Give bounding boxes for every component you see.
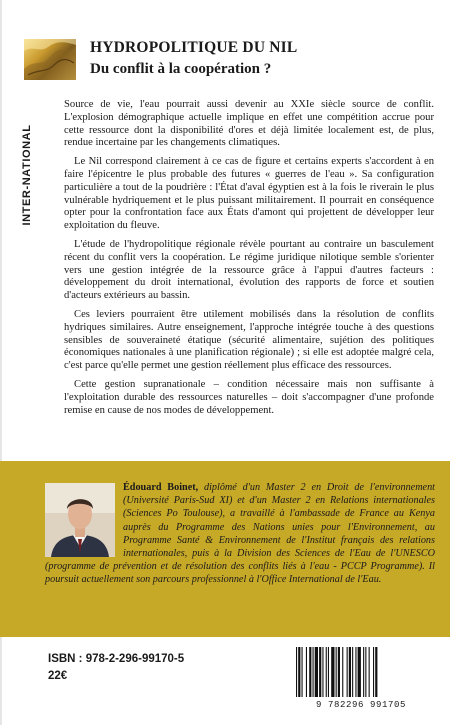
price-text: 22€ bbox=[48, 670, 68, 682]
barcode-bars bbox=[290, 645, 432, 699]
author-name: Édouard Boinet, bbox=[123, 482, 199, 493]
blurb-paragraph: L'étude de l'hydropolitique régionale révèle pourtant au contraire un basculement récent du conflit vers la coopération. Le régime juridique nilotique semble s'orienter vers une gestion intégrée de la ressource grâce à l'appui d'autres facteurs : développement du droit international, évolution des rapports de force et soutien d'acteurs extérieurs au bassin. bbox=[64, 238, 434, 302]
blurb-paragraph: Ces leviers pourraient être utilement mobilisés dans la résolution de conflits hydriques similaires. Autre enseignement, l'approche intégrée touche à des questions sensibles de souveraineté étatique (sécurité alimentaire, sujétion des politiques économiques nationales à une planification régionale) ; si elle est adoptée malgré cela, c'est parce qu'elle permet une gestion réellement plus efficace des ressources. bbox=[64, 308, 434, 372]
series-label: INTER-NATIONAL bbox=[21, 124, 33, 226]
author-photo bbox=[45, 483, 115, 557]
book-subtitle: Du conflit à la coopération ? bbox=[90, 61, 272, 77]
barcode-number: 9 782296 991705 bbox=[315, 700, 406, 710]
blurb-paragraph: Cette gestion supranationale – condition nécessaire mais non suffisante à l'exploitation durable des ressources naturelles – doit s'accompagner d'une profonde remise en cause de nos modes de développement. bbox=[64, 378, 434, 416]
blurb-paragraph: Source de vie, l'eau pourrait aussi devenir au XXIe siècle source de conflit. L'explosion démographique actuelle implique en effet une compétition accrue pour cette ressource dont la disponibilité d'ores et déjà limitée localement est, de plus, rendue incertaine par les changements climatiques. bbox=[64, 99, 434, 149]
cover-thumbnail-image bbox=[24, 39, 76, 80]
blurb-paragraph: Le Nil correspond clairement à ce cas de figure et certains experts s'accordent à en faire l'épicentre le plus probable des futures « guerres de l'eau ». Sa configuration particulière a tout de la poudrière : l'État d'aval égyptien est à la fois le riverain le plus vulnérable hydriquement et le plus puissant militairement. Il pourrait en conséquence opter pour la confrontation face aux États d'amont qui projettent de développer leur exploitation du fleuve. bbox=[64, 156, 434, 232]
back-cover-blurb bbox=[64, 99, 434, 423]
isbn-text: ISBN : 978-2-296-99170-5 bbox=[48, 653, 185, 665]
book-title: HYDROPOLITIQUE DU NIL bbox=[90, 39, 298, 56]
author-bio bbox=[45, 481, 435, 587]
author-bio-text: diplômé d'un Master 2 en Droit de l'environnement (Université Paris-Sud XI) et d'un Master 2 en Relations internationales (Sciences Po Toulouse), a travaillé à l'ambassade de France au Kenya auprès du Programme des Nations unies pour l'Environnement, au Programme Santé & Environnement de l'Institut français des relations internationales, puis à la Division des Sciences de l'Eau de l'UNESCO (programme de prévention et de résolution des conflits liés à l'eau - PCCP Programme). Il poursuit actuellement son parcours professionnel à l'Office International de l'Eau. bbox=[45, 482, 435, 586]
